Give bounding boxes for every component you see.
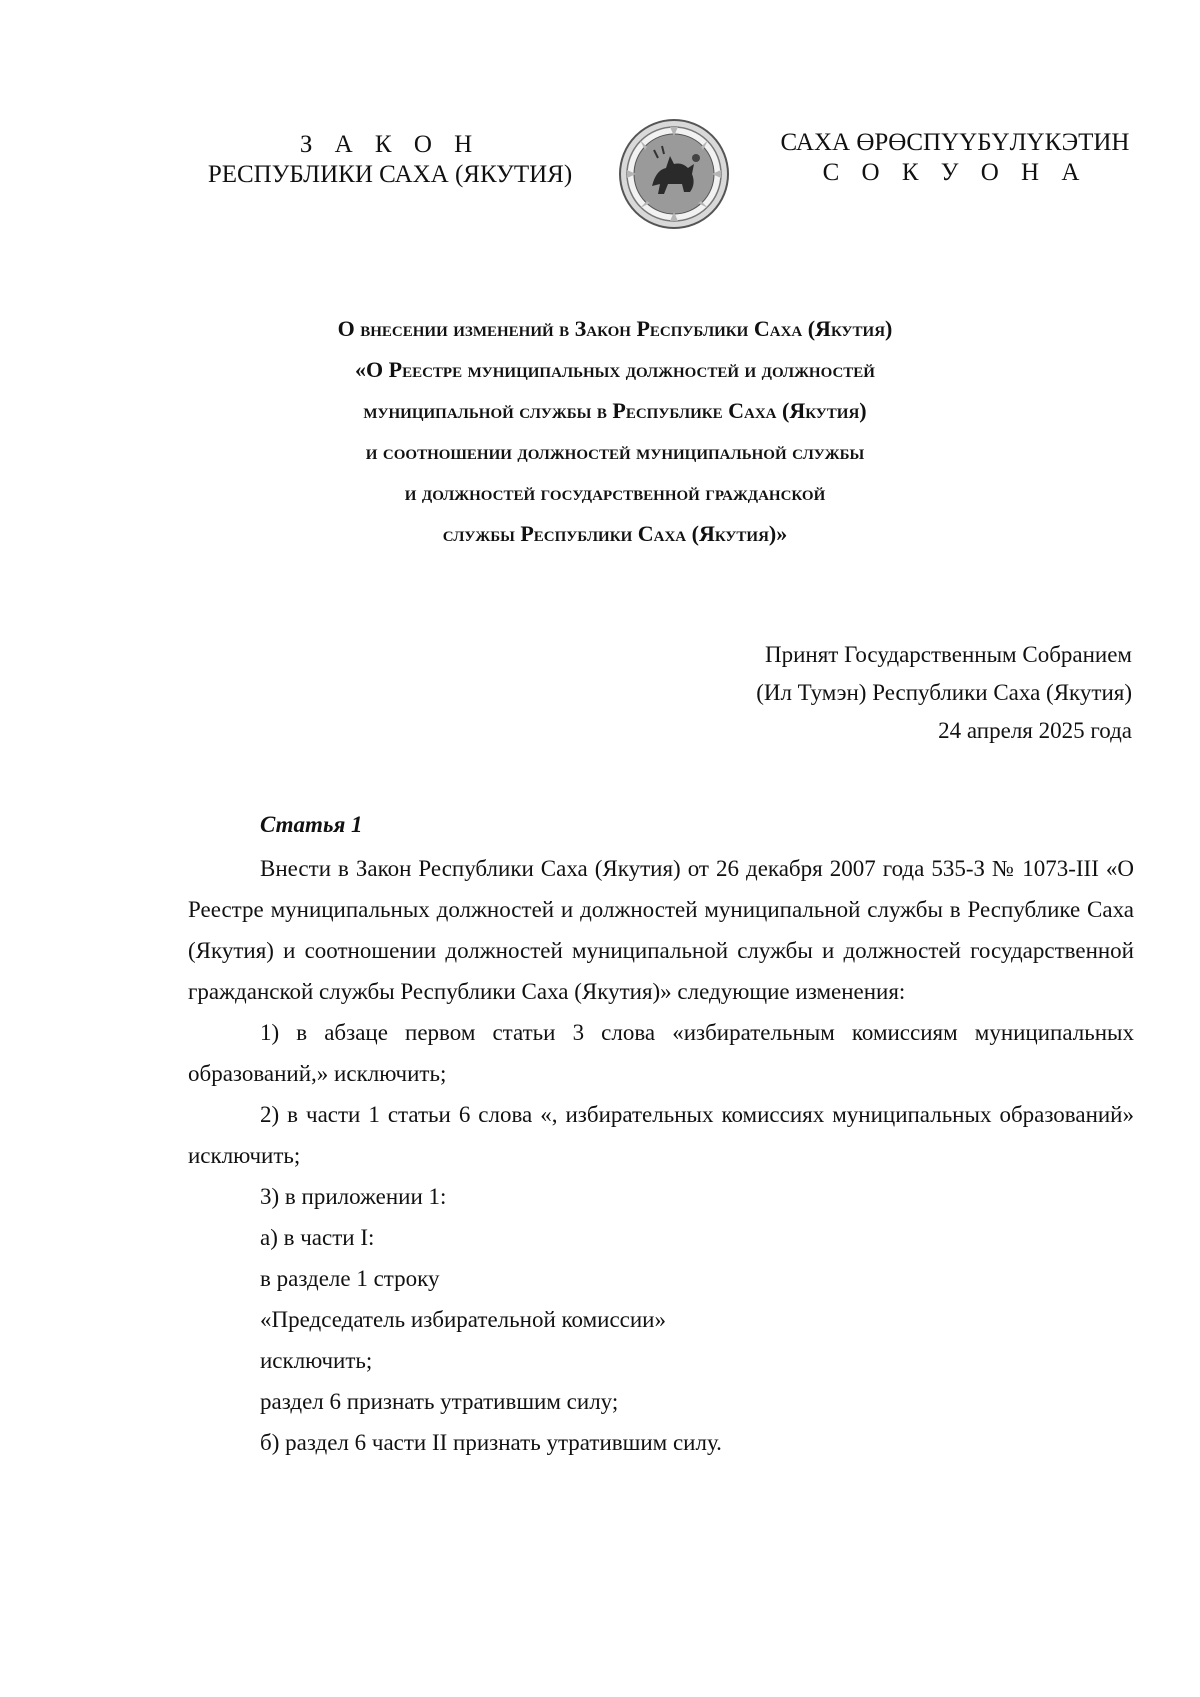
coat-of-arms-emblem bbox=[618, 118, 730, 230]
adoption-date: 24 апреля 2025 года bbox=[938, 718, 1132, 743]
law-label-yakut: С О К У О Н А bbox=[822, 159, 1088, 186]
title-line: муниципальной службы в Республике Саха (Якутия) bbox=[363, 398, 867, 423]
adoption-line: Принят Государственным Собранием bbox=[764, 642, 1132, 667]
amendment-item-2: 2) в части 1 статьи 6 слова «, избирательных комиссиях муниципальных образований» исключить; bbox=[188, 1102, 1134, 1168]
amendment-item-1: 1) в абзаце первом статьи 3 слова «избирательным комиссиям муниципальных образований,» исключить; bbox=[188, 1020, 1134, 1086]
adoption-line: (Ил Тумэн) Республики Саха (Якутия) bbox=[756, 680, 1132, 705]
article-heading: Статья 1 bbox=[260, 812, 363, 837]
title-line: и должностей государственной гражданской bbox=[404, 480, 826, 505]
amendment-item-3: 3) в приложении 1: bbox=[260, 1184, 447, 1209]
adoption-block bbox=[620, 636, 1132, 750]
title-line: «О Реестре муниципальных должностей и должностей bbox=[355, 357, 875, 382]
law-label: З А К О Н bbox=[299, 131, 481, 158]
header-left bbox=[200, 130, 580, 190]
title-line: О внесении изменений в Закон Республики Саха (Якутия) bbox=[337, 316, 893, 341]
subitem-b: б) раздел 6 части II признать утратившим силу. bbox=[260, 1430, 722, 1455]
subitem-a-line: в разделе 1 строку bbox=[260, 1266, 440, 1291]
article-intro: Внести в Закон Республики Саха (Якутия) от 26 декабря 2007 года 535-З № 1073-III «О Реестре муниципальных должностей и должностей муниципальной службы в Республике Саха (Якутия) и соотношении должностей муниципальной службы и должностей государственной гражданской службы Республики Саха (Якутия)» следующие изменения: bbox=[188, 856, 1134, 1004]
subitem-a-line: «Председатель избирательной комиссии» bbox=[260, 1307, 666, 1332]
subitem-a-line: исключить; bbox=[260, 1348, 373, 1373]
subitem-a: а) в части I: bbox=[260, 1225, 375, 1250]
republic-name-yakut: САХА ӨРӨСПҮҮБҮЛҮКЭТИН bbox=[780, 129, 1130, 156]
title-line: и соотношении должностей муниципальной службы bbox=[365, 439, 865, 464]
title-line: службы Республики Саха (Якутия)» bbox=[442, 521, 788, 546]
article-body bbox=[188, 848, 1134, 1463]
subitem-a-line: раздел 6 признать утратившим силу; bbox=[260, 1389, 619, 1414]
document-title bbox=[140, 308, 1090, 554]
header-right bbox=[780, 128, 1130, 188]
republic-name: РЕСПУБЛИКИ САХА (ЯКУТИЯ) bbox=[207, 161, 573, 188]
